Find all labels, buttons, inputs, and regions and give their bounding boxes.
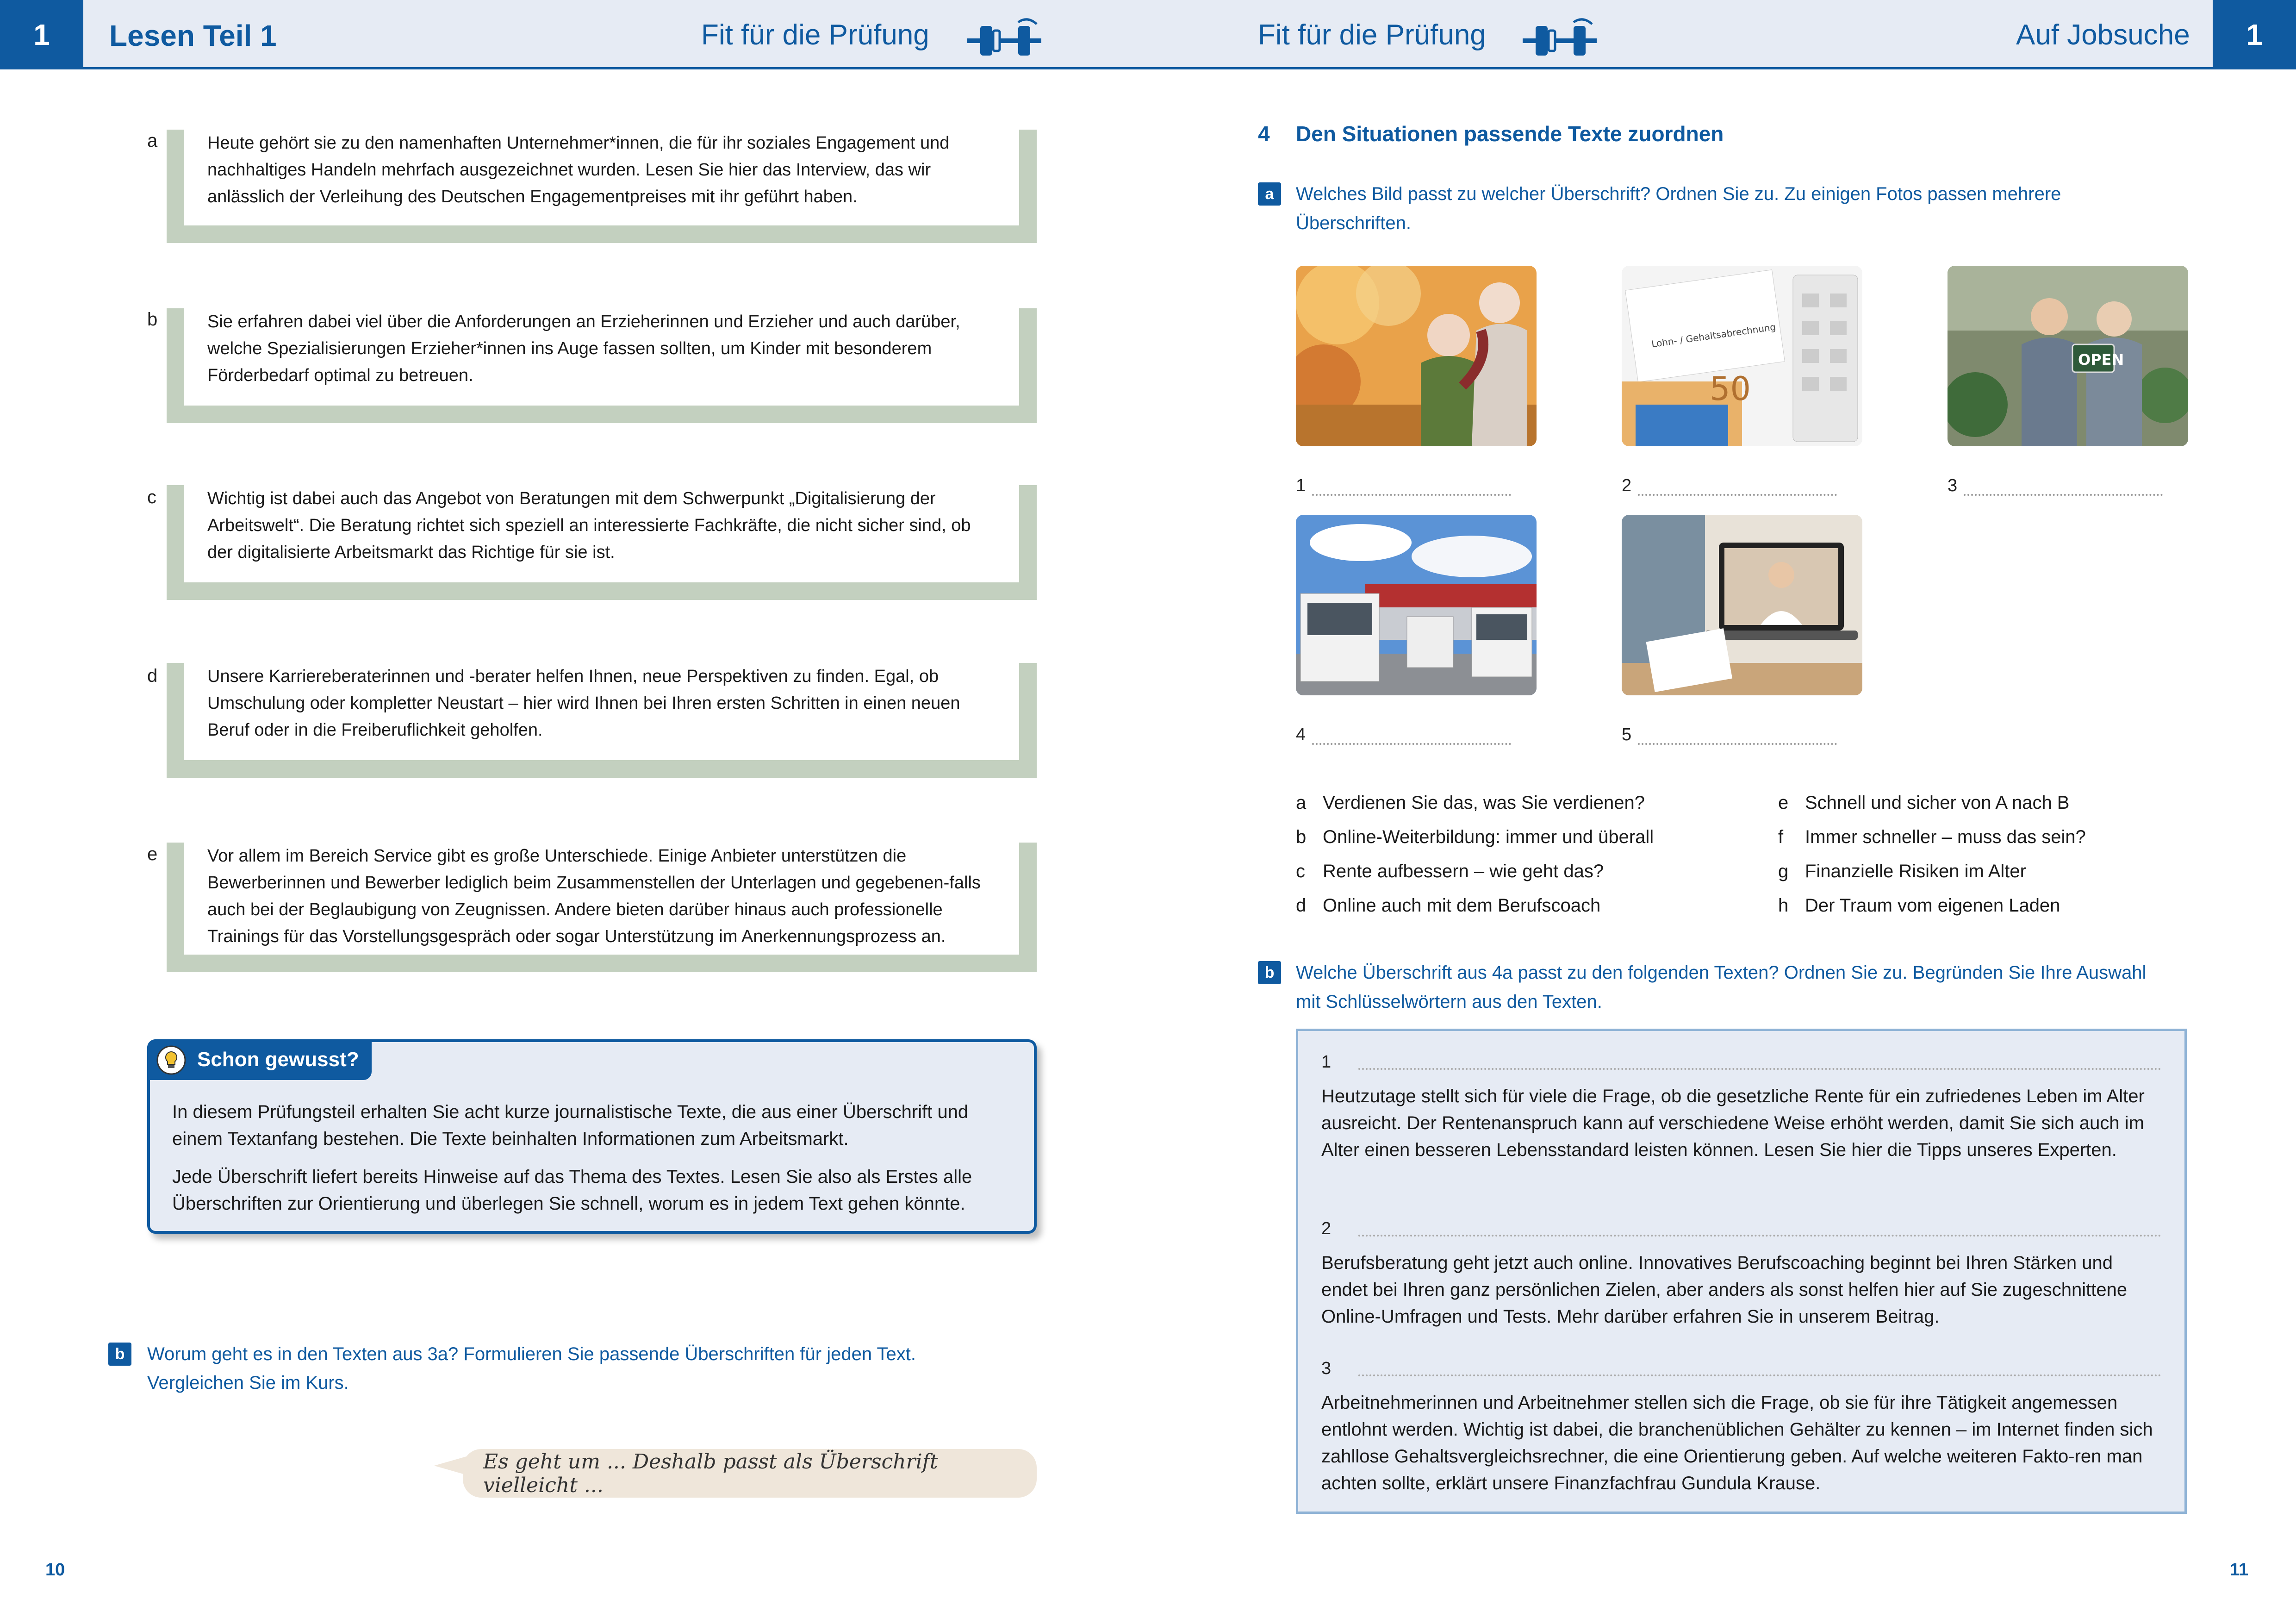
info-paragraph-1: In diesem Prüfungsteil erhalten Sie acht kurze journalistische Texte, die aus einer Überschrift und einem Textanfang bestehen. Die Texte beinhalten Informationen zum Arbeitsmarkt. (172, 1102, 969, 1149)
text-box-body: Unsere Karriereberaterinnen und -berater helfen Ihnen, neue Perspektiven zu finden. Egal, ob Umschulung oder kompletter Neustart – hier wird Ihnen bei Ihren ersten Schritten in einen neuen Beruf oder in die Freiberuflichkeit geholfen. (184, 663, 1019, 760)
text-number: 2 (1321, 1219, 1332, 1238)
page-number-left: 10 (45, 1560, 65, 1580)
chapter-number-left: 1 (0, 0, 83, 69)
text-box-e (167, 843, 1037, 972)
task-b-instruction-line2: mit Schlüsselwörtern aus den Texten. (1296, 992, 1602, 1012)
text-letter: a (147, 131, 158, 151)
open-sign: OPEN (2078, 351, 2124, 369)
answer-line-1[interactable] (1296, 476, 1511, 496)
fit-label-right: Fit für die Prüfung (1258, 19, 1486, 51)
text-letter: d (147, 666, 158, 686)
task-badge-a: a (1258, 182, 1281, 206)
option-a: a Verdienen Sie das, was Sie verdienen? (1296, 793, 1645, 813)
text-paragraph-1: Heutzutage stellt sich für viele die Frage, ob die gesetzliche Rente für ein zufriedenes Leben im Alter ausreicht. Der Rentenanspruch kann auf verschiedene Weise erhöht werden, damit Sie sich auch im Alter einen besseren Lebensstandard leisten können. Lesen Sie hier die Tipps unseres Experten. (1321, 1086, 2145, 1160)
video-call-photo (1622, 515, 1862, 695)
option-f: f Immer schneller – muss das sein? (1778, 827, 2086, 847)
header-band (0, 0, 2296, 69)
task-b-instruction-line1: Welche Überschrift aus 4a passt zu den folgenden Texten? Ordnen Sie zu. Begründen Sie Ihre Auswahl (1296, 962, 2147, 983)
payslip-money-photo (1622, 266, 1862, 446)
answer-line-2[interactable] (1622, 476, 1837, 496)
payslip-title: Lohn- / Gehaltsabrechnung (1650, 321, 1777, 350)
answer-blank[interactable] (1312, 732, 1511, 745)
speech-bubble-tail (434, 1456, 467, 1475)
info-title: Schon gewusst? (147, 1039, 372, 1080)
photo-number: 3 (1948, 476, 1958, 495)
answer-blank[interactable] (1358, 1068, 2161, 1070)
trucks-photo (1296, 515, 1537, 695)
text-box-b (167, 308, 1037, 423)
dumbbell-icon (963, 13, 1046, 64)
section-title: Lesen Teil 1 (109, 19, 277, 52)
task-a-instruction-line1: Welches Bild passt zu welcher Überschrift? Ordnen Sie zu. Zu einigen Fotos passen mehrere (1296, 184, 2061, 204)
task-b-instruction-line1: Worum geht es in den Texten aus 3a? Formulieren Sie passende Überschriften für jeden Text. (147, 1344, 916, 1364)
photo-number: 5 (1622, 725, 1632, 744)
text-box-body: Vor allem im Bereich Service gibt es große Unterschiede. Einige Anbieter unterstützen die Bewerberinnen und Bewerber lediglich beim Zusammenstellen der Unterlagen und gegebenen-falls auch bei der Beglaubigung von Zeugnissen. Andere bieten darüber hinaus auch professionelle Trainings für das Vorstellungsgespräch oder sogar Unterstützung im Anerkennungsprozess an. (184, 843, 1019, 955)
chapter-number-right: 1 (2213, 0, 2296, 69)
option-d: d Online auch mit dem Berufscoach (1296, 895, 1601, 916)
photo-number: 4 (1296, 725, 1306, 744)
text-paragraph-2: Berufsberatung geht jetzt auch online. Innovatives Berufscoaching beginnt bei Ihren Stärken und endet bei Ihren ganz persönlichen Zielen, aber anders als sonst helfen hier auf Sie zugeschnittene Online-Umfragen und Tests. Mehr darüber erfahren Sie in unserem Beitrag. (1321, 1253, 2128, 1327)
shop-owners-photo (1948, 266, 2188, 446)
option-h: h Der Traum vom eigenen Laden (1778, 895, 2060, 916)
text-box-body: Sie erfahren dabei viel über die Anforderungen an Erzieherinnen und Erzieher und auch darüber, welche Spezialisierungen Erzieher*innen ins Auge fassen sollten, um Kinder mit besonderem Förderbedarf optimal zu betreuen. (184, 308, 1019, 406)
banknote-value: 50 (1710, 370, 1751, 408)
lightbulb-icon (156, 1045, 186, 1075)
info-paragraph-2: Jede Überschrift liefert bereits Hinweise auf das Thema des Textes. Lesen Sie also als Erstes alle Überschriften zur Orientierung und überlegen Sie schnell, worum es in jedem Text gehen könnte. (172, 1167, 972, 1214)
fit-label-left: Fit für die Prüfung (701, 19, 929, 51)
answer-blank[interactable] (1638, 732, 1837, 745)
text-box-d (167, 663, 1037, 778)
text-letter: b (147, 309, 158, 330)
exercise-title: Den Situationen passende Texte zuordnen (1296, 122, 1724, 146)
answer-line-3[interactable] (1948, 476, 2163, 496)
task-b-instruction-line2: Vergleichen Sie im Kurs. (147, 1373, 349, 1393)
task-a-instruction-line2: Überschriften. (1296, 213, 1411, 233)
text-number: 3 (1321, 1359, 1332, 1378)
text-letter: c (147, 487, 156, 507)
text-box-a (167, 130, 1037, 243)
answer-line-5[interactable] (1622, 725, 1837, 745)
text-paragraph-3: Arbeitnehmerinnen und Arbeitnehmer stellen sich die Frage, ob sie für ihre Tätigkeit angemessen entlohnt werden. Wichtig ist dabei, die branchenüblichen Gehälter zu kennen – im Internet finden sich zahllose Gehaltsvergleichsrechner, die eine Orientierung geben. Auf welche weiteren Fakto-ren man achten sollte, erklärt unsere Finanzfachfrau Gundula Krause. (1321, 1393, 2153, 1493)
dumbbell-icon (1518, 13, 1601, 64)
answer-line-4[interactable] (1296, 725, 1511, 745)
answer-blank[interactable] (1312, 483, 1511, 496)
text-box-body: Wichtig ist dabei auch das Angebot von Beratungen mit dem Schwerpunkt „Digitalisierung der Arbeitswelt“. Die Beratung richtet sich speziell an interessierte Fachkräfte, die nicht sicher sind, ob der digitalisierte Arbeitsmarkt das Richtige für sie ist. (184, 485, 1019, 582)
speech-bubble: Es geht um ... Deshalb passt als Überschrift vielleicht ... (463, 1449, 1037, 1498)
answer-blank[interactable] (1964, 483, 2163, 496)
page-number-right: 11 (2230, 1560, 2249, 1580)
option-c: c Rente aufbessern – wie geht das? (1296, 861, 1604, 881)
text-box-c (167, 485, 1037, 600)
task-badge-b: b (108, 1343, 131, 1366)
option-e: e Schnell und sicher von A nach B (1778, 793, 2070, 813)
text-box-body: Heute gehört sie zu den namenhaften Unternehmer*innen, die für ihr soziales Engagement und nachhaltiges Handeln mehrfach ausgezeichnet wurden. Lesen Sie hier das Interview, das wir anlässlich der Verleihung des Deutschen Engagementpreises mit ihr geführt haben. (184, 130, 1019, 225)
chapter-title: Auf Jobsuche (2016, 19, 2190, 51)
answer-blank[interactable] (1358, 1235, 2161, 1237)
senior-couple-photo (1296, 266, 1537, 446)
option-g: g Finanzielle Risiken im Alter (1778, 861, 2026, 881)
answer-blank[interactable] (1638, 483, 1837, 496)
text-letter: e (147, 844, 158, 864)
texts-box (1296, 1029, 2187, 1514)
option-b: b Online-Weiterbildung: immer und überall (1296, 827, 1654, 847)
section-number: 4 (1258, 122, 1270, 146)
photo-number: 2 (1622, 476, 1632, 495)
text-number: 1 (1321, 1052, 1332, 1072)
task-badge-b: b (1258, 961, 1281, 984)
answer-blank[interactable] (1358, 1374, 2161, 1376)
photo-number: 1 (1296, 476, 1306, 495)
